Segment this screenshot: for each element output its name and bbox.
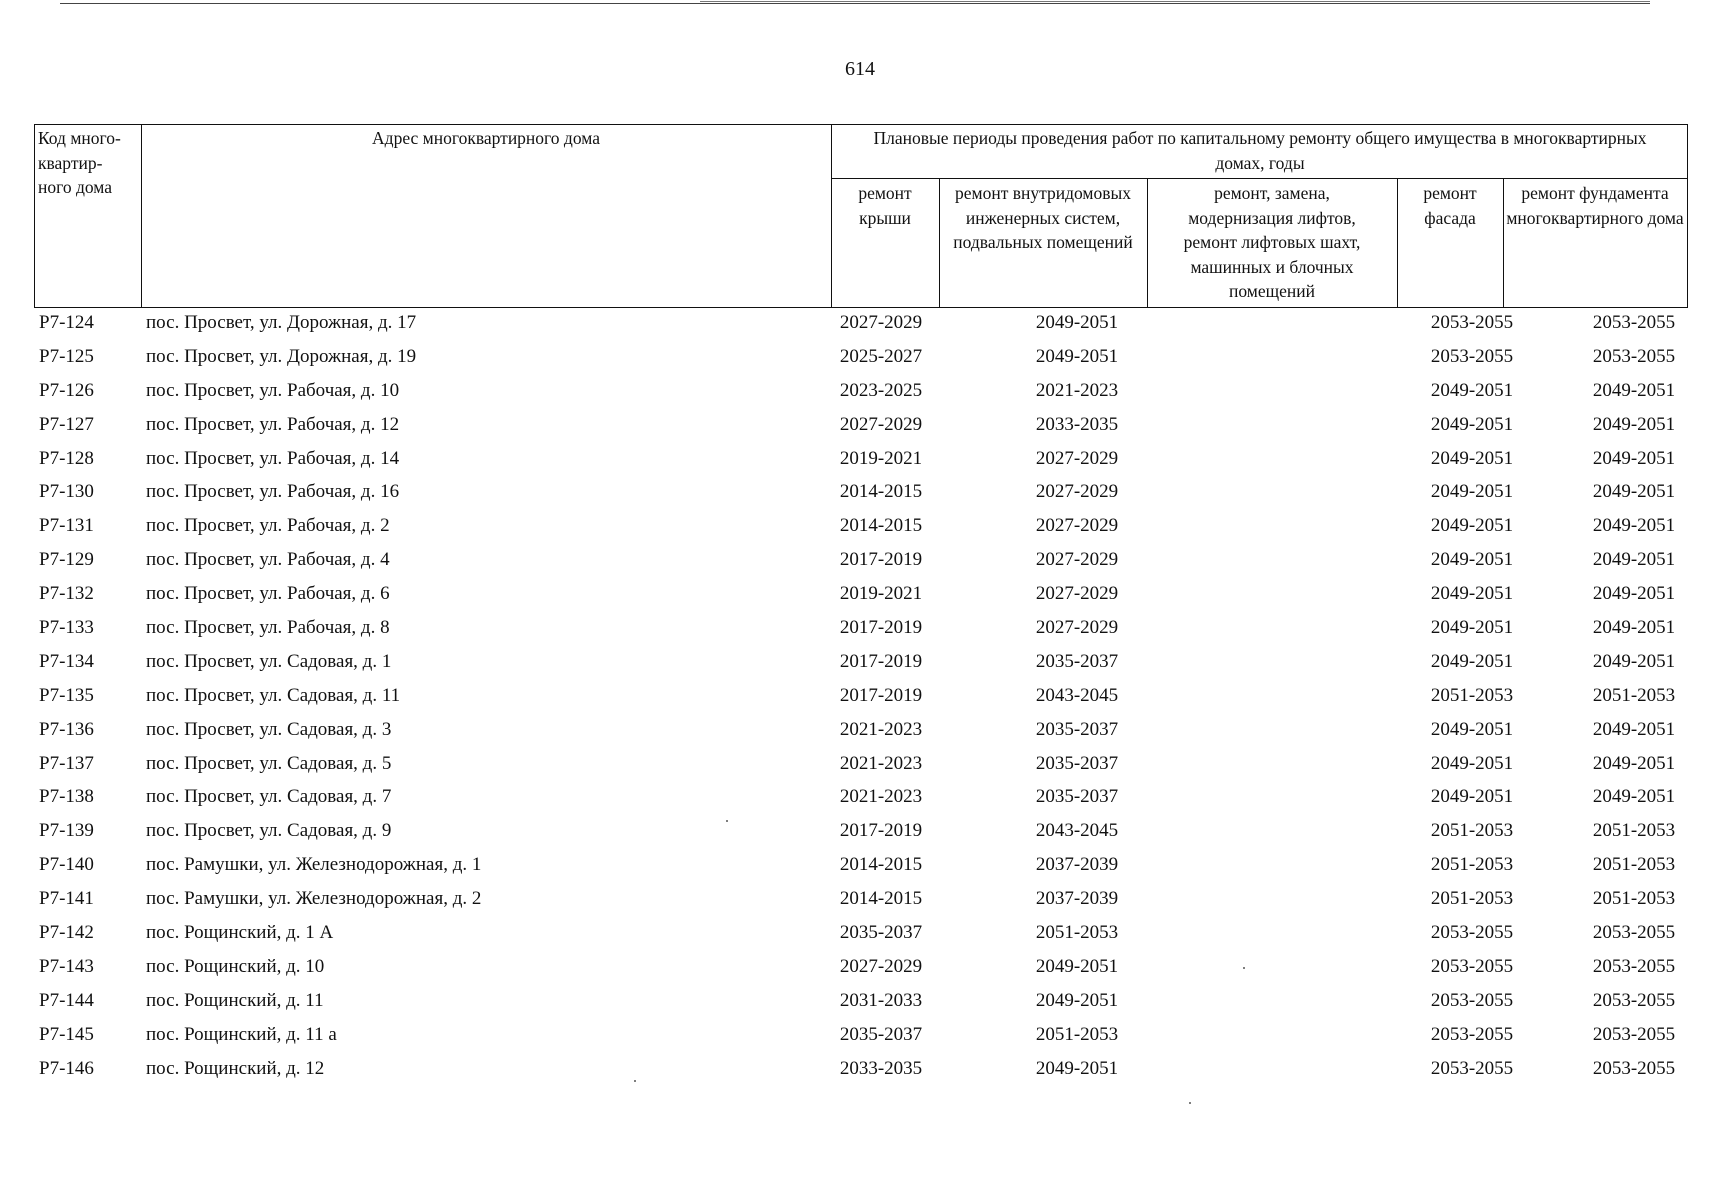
cell-code: Р7-140 [39,854,94,876]
scan-border-line [700,1,1650,2]
table-header [34,124,1688,308]
cell-engineering: 2049-2051 [1035,312,1119,333]
cell-address: пос. Рощинский, д. 12 [146,1057,325,1079]
cell-engineering: 2049-2051 [1035,989,1119,1011]
cell-code: Р7-142 [39,922,94,944]
cell-code: Р7-134 [39,650,94,672]
table-body [34,308,1688,1087]
table-row [34,884,1688,918]
table-row [34,1054,1688,1088]
cell-code: Р7-132 [39,583,94,605]
cell-engineering: 2027-2029 [1035,481,1119,503]
table-row [34,308,1688,342]
table-row [34,613,1688,647]
cell-roof: 2023-2025 [839,379,923,401]
cell-address: пос. Просвет, ул. Садовая, д. 11 [146,684,401,706]
cell-engineering: 2049-2051 [1035,955,1119,977]
cell-foundation: 2053-2055 [1592,312,1676,333]
cell-code: Р7-128 [39,447,94,469]
cell-address: пос. Просвет, ул. Рабочая, д. 8 [146,617,390,639]
page-number: 614 [845,58,875,80]
cell-engineering: 2033-2035 [1035,413,1119,435]
cell-roof: 2019-2021 [839,583,923,605]
cell-address: пос. Рощинский, д. 11 [146,989,324,1011]
cell-facade: 2049-2051 [1430,718,1514,740]
cell-code: Р7-126 [39,379,94,401]
cell-engineering: 2035-2037 [1035,718,1119,740]
cell-facade: 2053-2055 [1430,989,1514,1011]
cell-foundation: 2053-2055 [1592,989,1676,1011]
cell-facade: 2051-2053 [1430,854,1514,876]
header-periods: Плановые периоды проведения работ по капитальному ремонту общего имущества в многоквартирных домах, годы [873,128,1647,173]
cell-facade: 2051-2053 [1430,684,1514,706]
cell-roof: 2021-2023 [839,718,923,740]
cell-engineering: 2035-2037 [1035,650,1119,672]
table-row [34,376,1688,410]
cell-engineering: 2027-2029 [1035,515,1119,537]
cell-roof: 2027-2029 [839,955,923,977]
header-foundation: ремонт фундамента многоквартирного дома [1506,183,1684,228]
cell-roof: 2017-2019 [839,617,923,639]
cell-engineering: 2027-2029 [1035,447,1119,469]
cell-code: Р7-143 [39,955,94,977]
cell-code: Р7-125 [39,345,94,367]
cell-facade: 2049-2051 [1430,379,1514,401]
cell-facade: 2049-2051 [1430,515,1514,537]
cell-code: Р7-129 [39,549,94,571]
cell-foundation: 2049-2051 [1592,447,1676,469]
table-row [34,342,1688,376]
cell-code: Р7-127 [39,413,94,435]
cell-foundation: 2049-2051 [1592,413,1676,435]
cell-address: пос. Просвет, ул. Рабочая, д. 14 [146,447,400,469]
table-row [34,850,1688,884]
header-code: Код много- квартир- ного дома [38,128,121,197]
cell-code: Р7-145 [39,1023,94,1045]
cell-facade: 2049-2051 [1430,549,1514,571]
cell-facade: 2049-2051 [1430,650,1514,672]
cell-facade: 2053-2055 [1430,312,1514,333]
cell-code: Р7-135 [39,684,94,706]
table-row [34,647,1688,681]
cell-foundation: 2051-2053 [1592,854,1676,876]
cell-roof: 2025-2027 [839,345,923,367]
cell-facade: 2051-2053 [1430,820,1514,842]
cell-roof: 2014-2015 [839,481,923,503]
cell-engineering: 2049-2051 [1035,1057,1119,1079]
cell-engineering: 2043-2045 [1035,684,1119,706]
cell-roof: 2033-2035 [839,1057,923,1079]
cell-facade: 2049-2051 [1430,786,1514,808]
header-facade: ремонт фасада [1423,183,1477,228]
cell-roof: 2019-2021 [839,447,923,469]
cell-foundation: 2051-2053 [1592,820,1676,842]
cell-foundation: 2049-2051 [1592,752,1676,774]
cell-foundation: 2053-2055 [1592,955,1676,977]
cell-code: Р7-130 [39,481,94,503]
cell-foundation: 2049-2051 [1592,549,1676,571]
cell-roof: 2017-2019 [839,684,923,706]
cell-foundation: 2049-2051 [1592,650,1676,672]
cell-code: Р7-144 [39,989,94,1011]
cell-engineering: 2027-2029 [1035,617,1119,639]
cell-address: пос. Просвет, ул. Садовая, д. 5 [146,752,392,774]
cell-engineering: 2027-2029 [1035,549,1119,571]
table-row [34,816,1688,850]
scan-speck [1243,967,1245,969]
cell-code: Р7-146 [39,1057,94,1079]
cell-facade: 2049-2051 [1430,583,1514,605]
cell-engineering: 2035-2037 [1035,752,1119,774]
cell-roof: 2027-2029 [839,312,923,333]
cell-roof: 2035-2037 [839,922,923,944]
cell-facade: 2053-2055 [1430,1023,1514,1045]
cell-address: пос. Просвет, ул. Дорожная, д. 19 [146,345,417,367]
cell-facade: 2049-2051 [1430,752,1514,774]
cell-address: пос. Просвет, ул. Рабочая, д. 16 [146,481,400,503]
cell-facade: 2049-2051 [1430,447,1514,469]
table-row [34,986,1688,1020]
header-engineering: ремонт внутридомовых инженерных систем, подвальных помещений [953,183,1133,252]
cell-address: пос. Просвет, ул. Рабочая, д. 2 [146,515,390,537]
cell-roof: 2014-2015 [839,888,923,910]
cell-address: пос. Просвет, ул. Садовая, д. 3 [146,718,392,740]
column-divider [141,125,142,307]
cell-code: Р7-133 [39,617,94,639]
cell-address: пос. Просвет, ул. Рабочая, д. 10 [146,379,400,401]
cell-engineering: 2043-2045 [1035,820,1119,842]
header-lift: ремонт, замена, модернизация лифтов, ремонт лифтовых шахт, машинных и блочных помещений [1183,183,1361,301]
cell-engineering: 2051-2053 [1035,1023,1119,1045]
cell-facade: 2049-2051 [1430,413,1514,435]
cell-foundation: 2049-2051 [1592,617,1676,639]
cell-roof: 2017-2019 [839,549,923,571]
table-row [34,477,1688,511]
table-row [34,749,1688,783]
cell-engineering: 2049-2051 [1035,345,1119,367]
cell-facade: 2053-2055 [1430,345,1514,367]
cell-engineering: 2037-2039 [1035,888,1119,910]
cell-engineering: 2051-2053 [1035,922,1119,944]
cell-roof: 2027-2029 [839,413,923,435]
cell-engineering: 2027-2029 [1035,583,1119,605]
cell-foundation: 2049-2051 [1592,718,1676,740]
cell-code: Р7-131 [39,515,94,537]
cell-engineering: 2035-2037 [1035,786,1119,808]
cell-foundation: 2053-2055 [1592,1057,1676,1079]
cell-address: пос. Просвет, ул. Садовая, д. 7 [146,786,392,808]
cell-roof: 2021-2023 [839,786,923,808]
table-row [34,1020,1688,1054]
table-row [34,782,1688,816]
table-row [34,918,1688,952]
header-address: Адрес многоквартирного дома [372,128,600,148]
table-row [34,681,1688,715]
cell-foundation: 2053-2055 [1592,922,1676,944]
cell-engineering: 2037-2039 [1035,854,1119,876]
cell-facade: 2049-2051 [1430,481,1514,503]
cell-roof: 2031-2033 [839,989,923,1011]
cell-address: пос. Рощинский, д. 11 а [146,1023,337,1045]
cell-address: пос. Просвет, ул. Садовая, д. 1 [146,650,392,672]
cell-facade: 2053-2055 [1430,955,1514,977]
cell-foundation: 2051-2053 [1592,888,1676,910]
table-row [34,410,1688,444]
cell-foundation: 2049-2051 [1592,379,1676,401]
cell-address: пос. Просвет, ул. Дорожная, д. 17 [146,312,417,333]
row-divider [831,178,1687,179]
cell-foundation: 2049-2051 [1592,583,1676,605]
cell-foundation: 2049-2051 [1592,481,1676,503]
cell-roof: 2014-2015 [839,515,923,537]
cell-code: Р7-141 [39,888,94,910]
cell-facade: 2049-2051 [1430,617,1514,639]
cell-address: пос. Просвет, ул. Рабочая, д. 6 [146,583,390,605]
cell-address: пос. Рамушки, ул. Железнодорожная, д. 2 [146,888,482,910]
table-row [34,579,1688,613]
cell-roof: 2017-2019 [839,650,923,672]
cell-roof: 2014-2015 [839,854,923,876]
cell-code: Р7-137 [39,752,94,774]
cell-roof: 2017-2019 [839,820,923,842]
table-row [34,545,1688,579]
cell-facade: 2053-2055 [1430,922,1514,944]
cell-code: Р7-138 [39,786,94,808]
cell-foundation: 2049-2051 [1592,786,1676,808]
cell-code: Р7-139 [39,820,94,842]
scan-speck [1189,1102,1191,1104]
cell-foundation: 2049-2051 [1592,515,1676,537]
cell-roof: 2021-2023 [839,752,923,774]
cell-code: Р7-124 [39,312,94,333]
table-row [34,952,1688,986]
cell-foundation: 2053-2055 [1592,1023,1676,1045]
cell-facade: 2053-2055 [1430,1057,1514,1079]
cell-address: пос. Просвет, ул. Садовая, д. 9 [146,820,392,842]
cell-foundation: 2051-2053 [1592,684,1676,706]
cell-engineering: 2021-2023 [1035,379,1119,401]
table-row [34,715,1688,749]
cell-code: Р7-136 [39,718,94,740]
cell-address: пос. Рамушки, ул. Железнодорожная, д. 1 [146,854,482,876]
cell-address: пос. Просвет, ул. Рабочая, д. 4 [146,549,390,571]
cell-address: пос. Просвет, ул. Рабочая, д. 12 [146,413,400,435]
header-roof: ремонт крыши [858,183,912,228]
cell-address: пос. Рощинский, д. 1 А [146,922,334,944]
cell-foundation: 2053-2055 [1592,345,1676,367]
scan-speck [726,820,728,822]
scan-speck [634,1080,636,1082]
table-row [34,444,1688,478]
cell-address: пос. Рощинский, д. 10 [146,955,325,977]
cell-roof: 2035-2037 [839,1023,923,1045]
cell-facade: 2051-2053 [1430,888,1514,910]
table-row [34,511,1688,545]
scan-border-line [60,3,1650,4]
